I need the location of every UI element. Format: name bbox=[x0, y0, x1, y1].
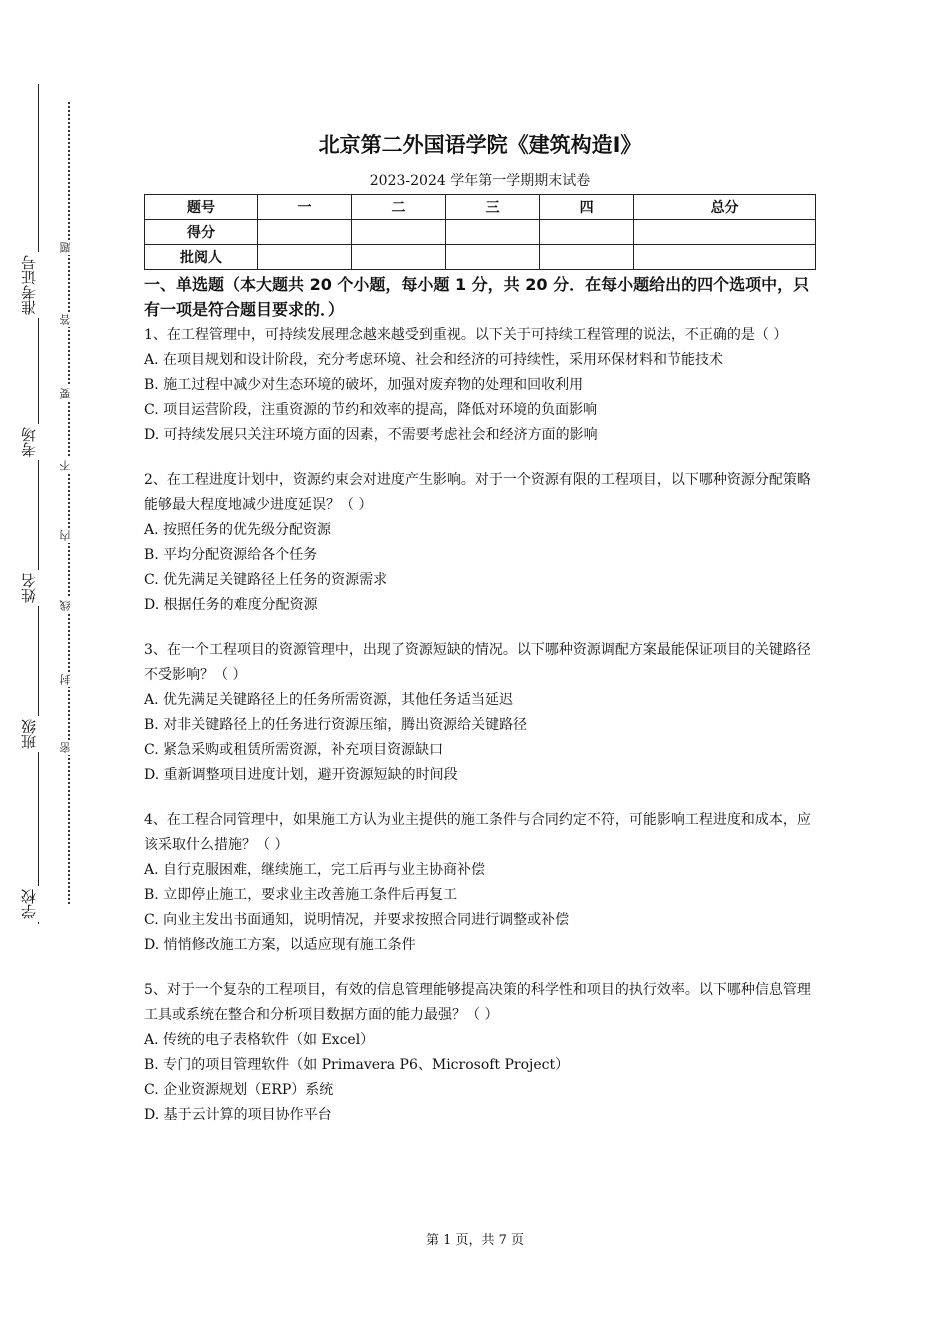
option-a: A. 优先满足关键路径上的任务所需资源，其他任务适当延迟 bbox=[144, 692, 514, 708]
page-number: 第 1 页，共 7 页 bbox=[425, 1233, 525, 1248]
binding-dotted-line bbox=[68, 102, 70, 904]
column-header: 四 bbox=[540, 195, 634, 220]
option-c: C. 优先满足关键路径上任务的资源需求 bbox=[144, 572, 388, 588]
grader-cell bbox=[540, 245, 634, 270]
seal-char: 线 bbox=[60, 598, 76, 613]
exam-title: 北京第二外国语学院《建筑构造Ⅰ》 bbox=[318, 133, 642, 157]
seal-char: 内 bbox=[60, 528, 76, 543]
exam-subtitle: 2023-2024 学年第一学期期末试卷 bbox=[369, 173, 591, 189]
option-b: B. 对非关键路径上的任务进行资源压缩，腾出资源给关键路径 bbox=[144, 717, 528, 733]
column-header: 总分 bbox=[634, 195, 816, 220]
exam-content bbox=[144, 130, 816, 1128]
score-cell bbox=[446, 220, 540, 245]
option-a: A. 自行克服困难，继续施工，完工后再与业主协商补偿 bbox=[144, 862, 486, 878]
option-b: B. 施工过程中减少对生态环境的破坏，加强对废弃物的处理和回收利用 bbox=[144, 377, 584, 393]
seal-char: 封 bbox=[60, 672, 76, 687]
question-item bbox=[144, 468, 816, 618]
binding-solid-line bbox=[38, 84, 39, 924]
seal-char: 不 bbox=[60, 458, 76, 473]
grader-cell bbox=[634, 245, 816, 270]
score-table-header-row bbox=[145, 195, 816, 220]
option-d: D. 根据任务的难度分配资源 bbox=[144, 597, 318, 613]
seal-char: 要 bbox=[60, 386, 76, 401]
column-header: 题号 bbox=[145, 195, 258, 220]
option-c: C. 企业资源规划（ERP）系统 bbox=[144, 1082, 334, 1098]
question-stem: 4、在工程合同管理中，如果施工方认为业主提供的施工条件与合同约定不符，可能影响工程进度和成本，应该采取什么措施？（ ） bbox=[144, 812, 811, 853]
option-c: C. 紧急采购或租赁所需资源，补充项目资源缺口 bbox=[144, 742, 444, 758]
option-c: C. 向业主发出书面通知，说明情况，并要求按照合同进行调整或补偿 bbox=[144, 912, 570, 928]
section-heading: 一、单选题（本大题共 20 个小题，每小题 1 分，共 20 分．在每小题给出的四个选项中，只有一项是符合题目要求的．） bbox=[144, 275, 810, 319]
score-table bbox=[144, 194, 816, 270]
question-item bbox=[144, 808, 816, 958]
row-header: 批阅人 bbox=[145, 245, 258, 270]
score-cell bbox=[352, 220, 446, 245]
question-item bbox=[144, 638, 816, 788]
option-a: A. 在项目规划和设计阶段，充分考虑环境、社会和经济的可持续性，采用环保材料和节能技术 bbox=[144, 352, 724, 368]
column-header: 二 bbox=[352, 195, 446, 220]
row-header: 得分 bbox=[145, 220, 258, 245]
question-stem: 3、在一个工程项目的资源管理中，出现了资源短缺的情况。以下哪种资源调配方案最能保证项目的关键路径不受影响？（ ） bbox=[144, 642, 811, 683]
option-b: B. 专门的项目管理软件（如 Primavera P6、Microsoft Project） bbox=[144, 1057, 570, 1073]
seal-char: 密 bbox=[60, 740, 76, 755]
score-row bbox=[145, 220, 816, 245]
option-d: D. 悄悄修改施工方案，以适应现有施工条件 bbox=[144, 937, 416, 953]
option-b: B. 立即停止施工，要求业主改善施工条件后再复工 bbox=[144, 887, 458, 903]
option-a: A. 传统的电子表格软件（如 Excel） bbox=[144, 1032, 375, 1048]
exam-number-label: 准考证号 bbox=[20, 252, 40, 318]
score-cell bbox=[634, 220, 816, 245]
class-label: 班级 bbox=[20, 716, 40, 752]
seal-char: 答 bbox=[60, 312, 76, 327]
question-stem: 5、对于一个复杂的工程项目，有效的信息管理能够提高决策的科学性和项目的执行效率。以下哪种信息管理工具或系统在整合和分析项目数据方面的能力最强？（ ） bbox=[144, 982, 811, 1023]
seal-char: 题 bbox=[60, 240, 76, 255]
option-d: D. 重新调整项目进度计划，避开资源短缺的时间段 bbox=[144, 767, 458, 783]
question-item bbox=[144, 978, 816, 1128]
grader-row bbox=[145, 245, 816, 270]
option-b: B. 平均分配资源给各个任务 bbox=[144, 547, 318, 563]
option-a: A. 按照任务的优先级分配资源 bbox=[144, 522, 332, 538]
question-item bbox=[144, 323, 816, 448]
score-cell bbox=[540, 220, 634, 245]
option-d: D. 基于云计算的项目协作平台 bbox=[144, 1107, 332, 1123]
exam-room-label: 考场 bbox=[20, 424, 40, 460]
school-label: 学校 bbox=[20, 886, 40, 922]
grader-cell bbox=[258, 245, 352, 270]
question-stem: 1、在工程管理中，可持续发展理念越来越受到重视。以下关于可持续工程管理的说法，不正确的是（ ） bbox=[144, 327, 788, 343]
name-label: 姓名 bbox=[20, 570, 40, 606]
grader-cell bbox=[352, 245, 446, 270]
question-stem: 2、在工程进度计划中，资源约束会对进度产生影响。对于一个资源有限的工程项目，以下哪种资源分配策略能够最大程度地减少进度延误？（ ） bbox=[144, 472, 811, 513]
column-header: 一 bbox=[258, 195, 352, 220]
grader-cell bbox=[446, 245, 540, 270]
option-c: C. 项目运营阶段，注重资源的节约和效率的提高，降低对环境的负面影响 bbox=[144, 402, 598, 418]
option-d: D. 可持续发展只关注环境方面的因素，不需要考虑社会和经济方面的影响 bbox=[144, 427, 598, 443]
score-cell bbox=[258, 220, 352, 245]
column-header: 三 bbox=[446, 195, 540, 220]
